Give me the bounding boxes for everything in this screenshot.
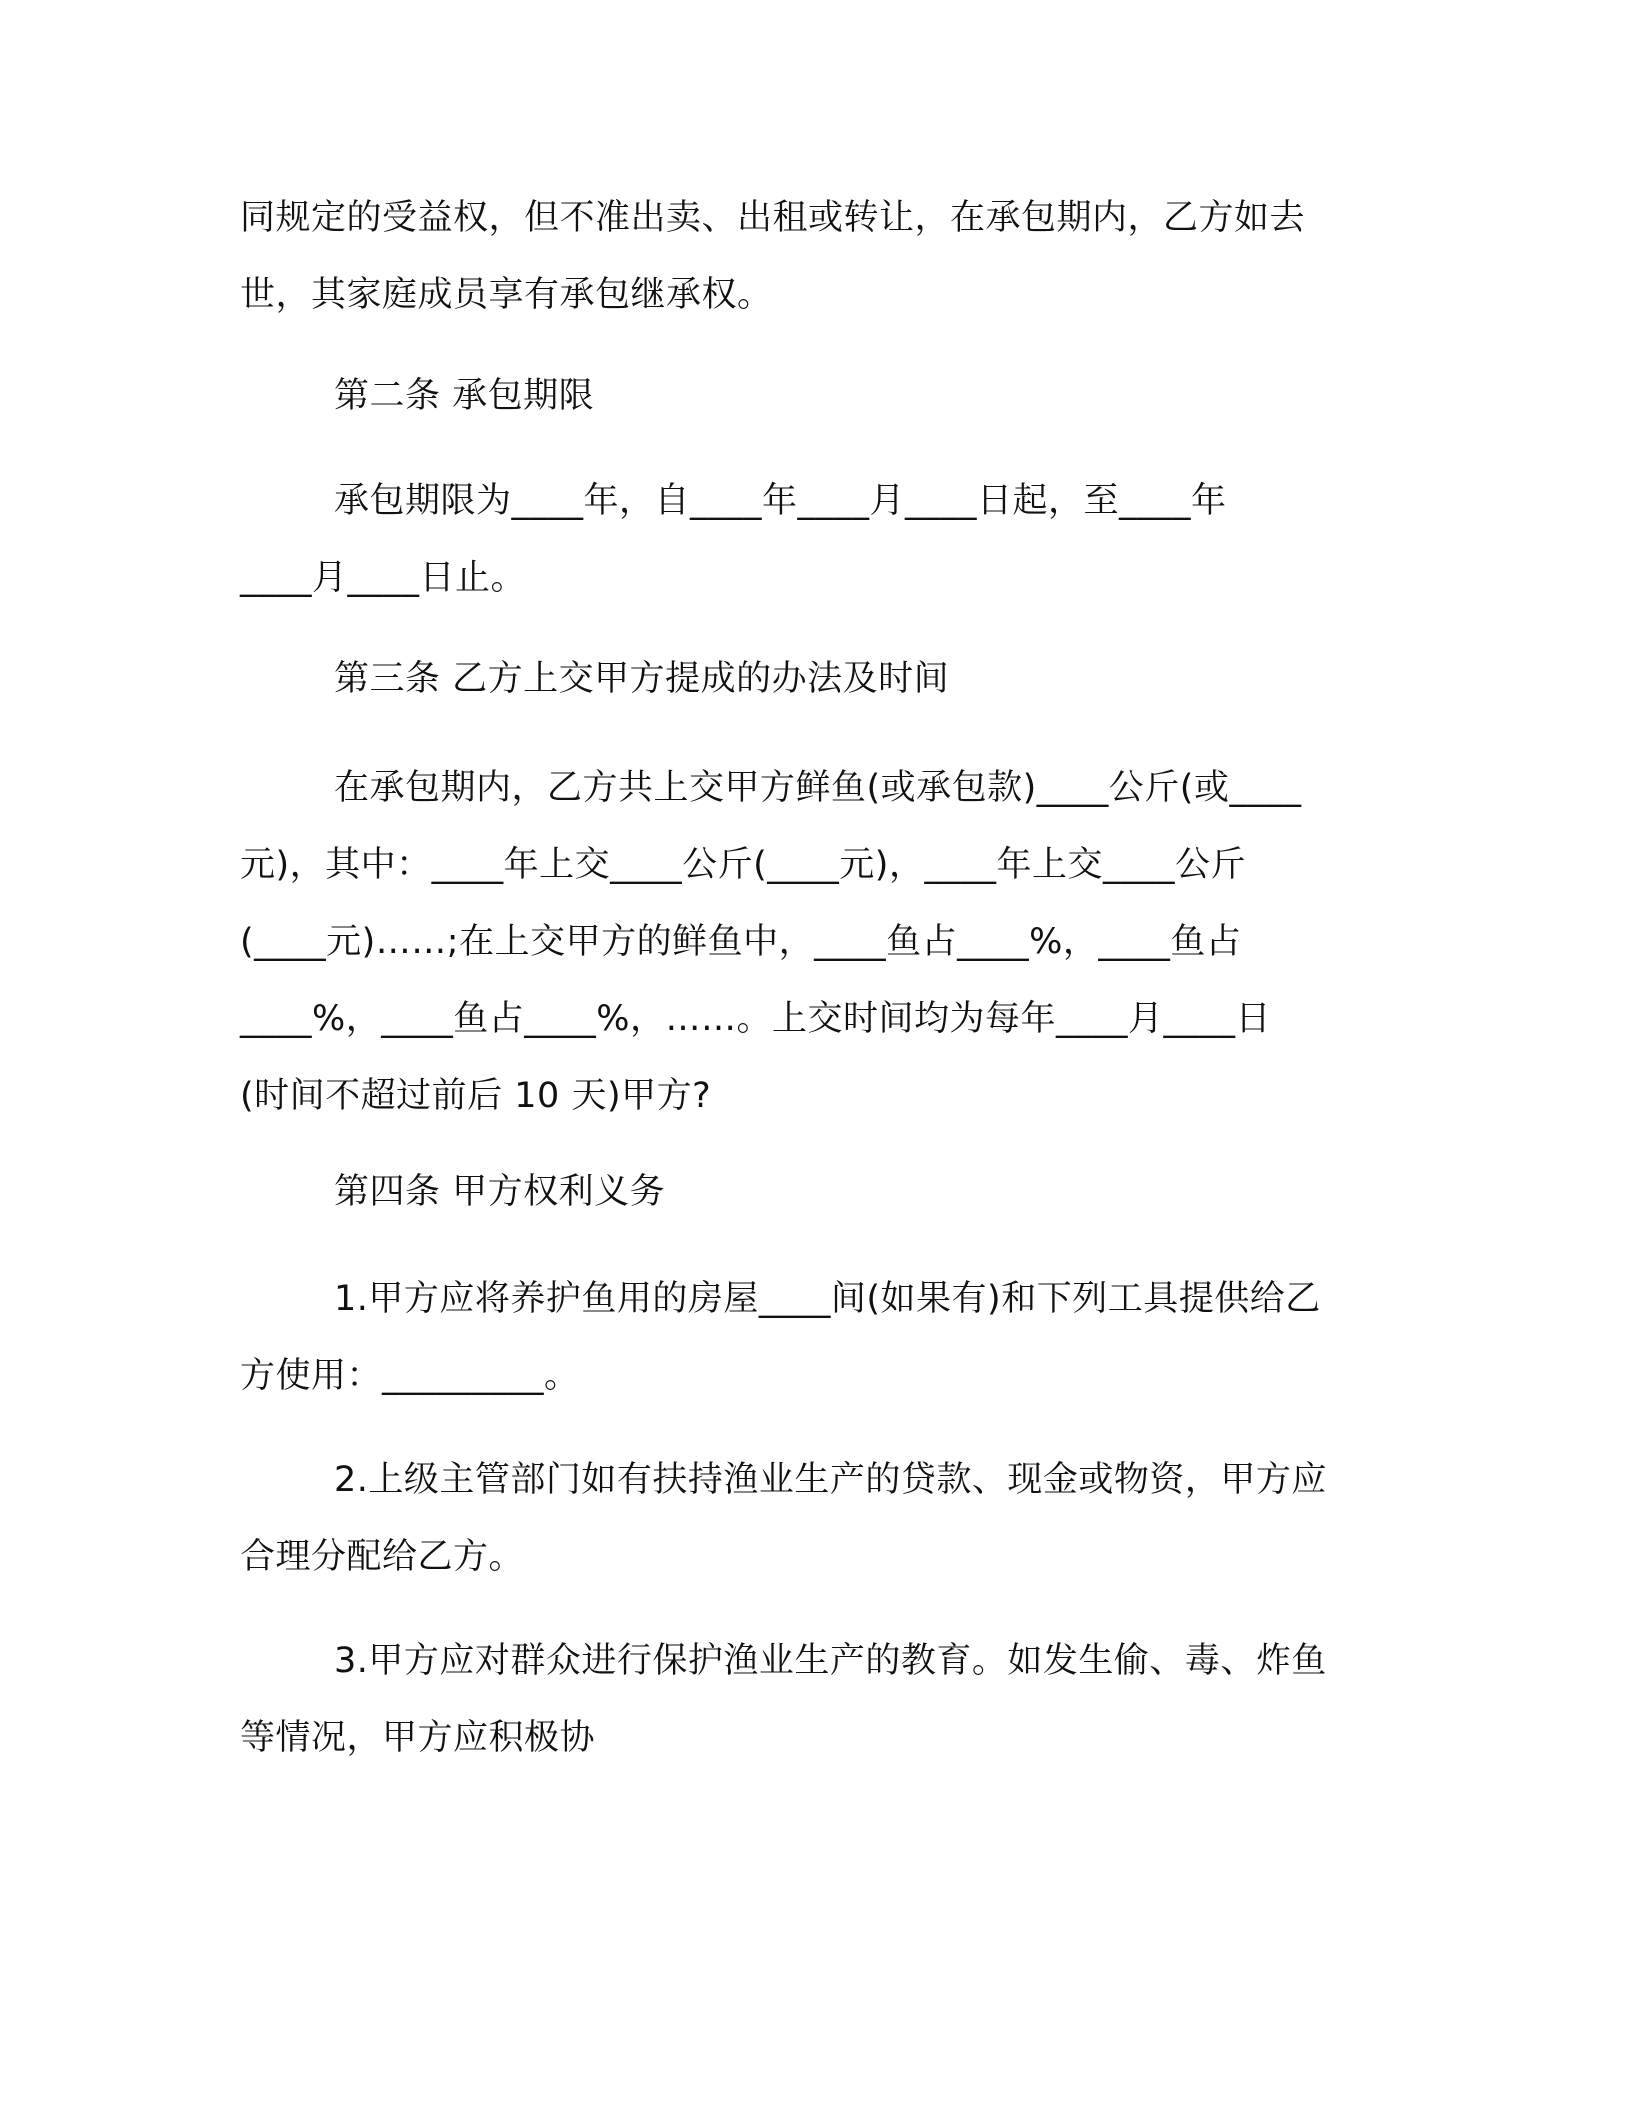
paragraph-line: 方使用：_________。 [240,1356,580,1396]
section-heading: 第三条 乙方上交甲方提成的办法及时间 [334,659,950,699]
section-heading: 第四条 甲方权利义务 [334,1172,666,1212]
paragraph-line: 等情况，甲方应积极协 [240,1718,596,1758]
paragraph-line: (时间不超过前后 10 天)甲方? [240,1076,712,1116]
paragraph-line: 3.甲方应对群众进行保护渔业生产的教育。如发生偷、毒、炸鱼 [334,1641,1327,1681]
paragraph-line: 2.上级主管部门如有扶持渔业生产的贷款、现金或物资，甲方应 [334,1460,1327,1500]
paragraph-line: 元)，其中：____年上交____公斤(____元)，____年上交____公斤 [240,845,1246,885]
document-page [240,0,1380,2112]
section-heading: 第二条 承包期限 [334,376,595,416]
paragraph-line: 同规定的受益权，但不准出卖、出租或转让，在承包期内，乙方如去 [240,198,1306,238]
paragraph-line: 在承包期内，乙方共上交甲方鲜鱼(或承包款)____公斤(或____ [334,768,1302,808]
paragraph-line: 世，其家庭成员享有承包继承权。 [240,275,773,315]
paragraph-line: ____月____日止。 [240,558,527,598]
paragraph-line: ____%，____鱼占____%，……。上交时间均为每年____月____日 [240,999,1272,1039]
paragraph-line: (____元)……;在上交甲方的鲜鱼中，____鱼占____%，____鱼占 [240,922,1242,962]
paragraph-line: 合理分配给乙方。 [240,1537,525,1577]
paragraph-line: 承包期限为____年，自____年____月____日起，至____年 [334,481,1227,521]
paragraph-line: 1.甲方应将养护鱼用的房屋____间(如果有)和下列工具提供给乙 [334,1279,1321,1319]
